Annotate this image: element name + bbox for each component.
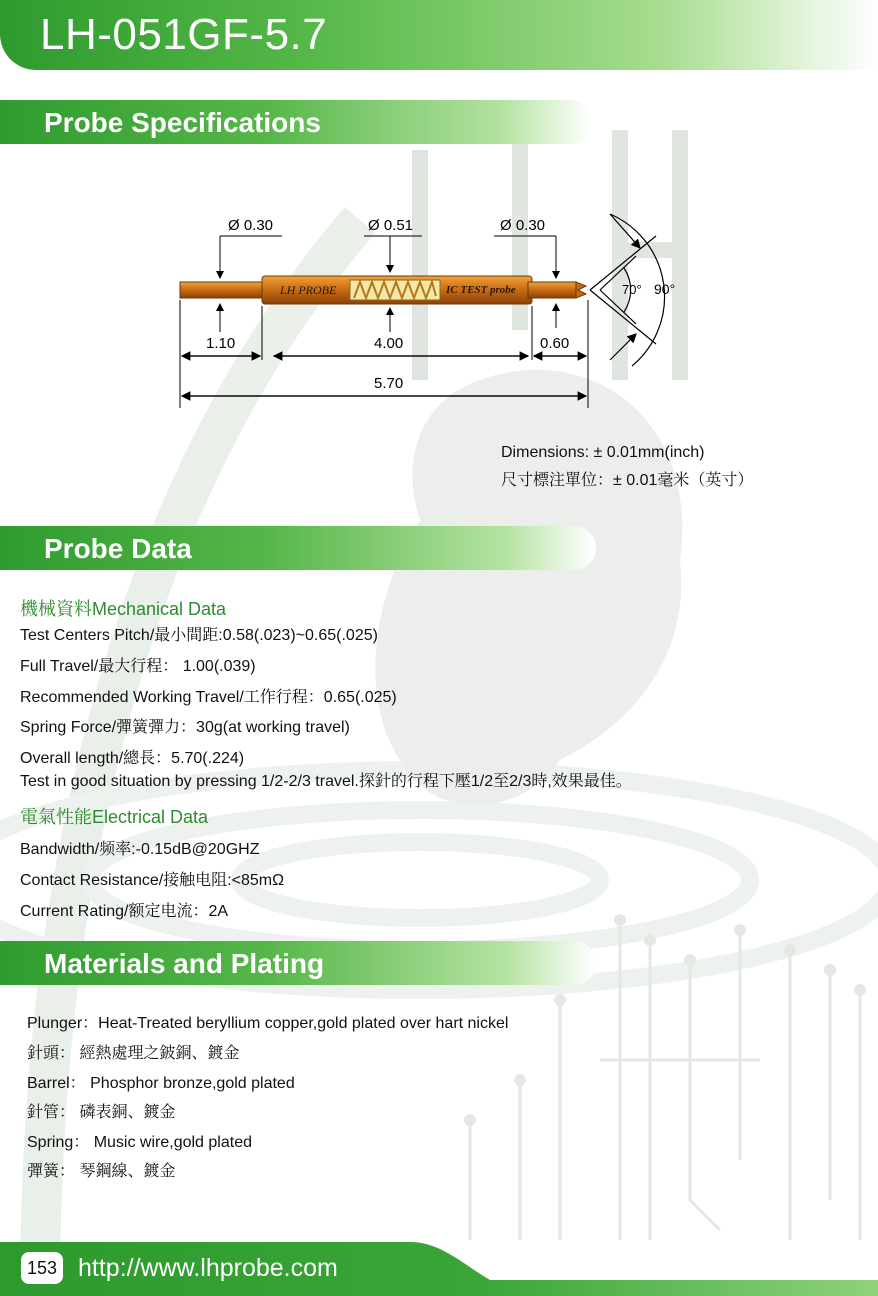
barrel-label-left: LH PROBE	[280, 283, 337, 297]
dimensions-note-zh: 尺寸標注單位：± 0.01毫米（英寸）	[501, 472, 754, 489]
section-materials-and-plating	[0, 941, 596, 985]
website-link[interactable]: http://www.lhprobe.com	[78, 1254, 338, 1282]
material-line: Spring： Music wire,gold plated	[27, 1134, 252, 1151]
page-title: LH-051GF-5.7	[40, 10, 328, 59]
material-line: Barrel： Phosphor bronze,gold plated	[27, 1075, 295, 1092]
title-bar	[0, 0, 878, 70]
material-line: Plunger：Heat-Treated beryllium copper,gold plated over hart nickel	[27, 1015, 509, 1032]
mechanical-line: Test Centers Pitch/最小間距:0.58(.023)~0.65(.025)	[20, 627, 378, 644]
mechanical-heading: 機械資料Mechanical Data	[20, 599, 227, 619]
page-number: 153	[21, 1252, 63, 1284]
section-probe-data	[0, 526, 596, 570]
electrical-line: Bandwidth/频率:-0.15dB@20GHZ	[20, 841, 260, 858]
section-probe-specifications	[0, 100, 592, 144]
electrical-heading: 電氣性能Electrical Data	[20, 807, 209, 827]
probe-diagram	[170, 200, 700, 420]
section-title: Probe Data	[44, 533, 192, 564]
total-length-label: 5.70	[374, 375, 404, 392]
diameter-label: Ø 0.30	[228, 217, 274, 234]
material-line: 彈簧： 琴鋼線、鍍金	[27, 1163, 176, 1180]
dimensions-note-en: Dimensions: ± 0.01mm(inch)	[501, 444, 705, 461]
mechanical-line: Test in good situation by pressing 1/2-2/3 travel.探針的行程下壓1/2至2/3時,效果最佳。	[20, 773, 632, 790]
angle-label: 90°	[654, 281, 676, 297]
diameter-label: Ø 0.51	[368, 217, 414, 234]
length-label: 4.00	[374, 335, 404, 352]
length-label: 0.60	[540, 335, 570, 352]
material-line: 針頭： 經熱處理之鈹銅、鍍金	[27, 1045, 240, 1062]
mechanical-line: Recommended Working Travel/工作行程：0.65(.025)	[20, 689, 397, 706]
diameter-label: Ø 0.30	[500, 217, 546, 234]
angle-label: 70°	[622, 282, 642, 297]
section-title: Probe Specifications	[44, 107, 321, 138]
electrical-line: Contact Resistance/接触电阻:<85mΩ	[20, 872, 285, 889]
barrel-label-right: IC TEST probe	[446, 284, 516, 296]
mechanical-line: Full Travel/最大行程： 1.00(.039)	[20, 658, 256, 675]
section-title: Materials and Plating	[44, 948, 325, 979]
length-label: 1.10	[206, 335, 236, 352]
mechanical-line: Overall length/總長：5.70(.224)	[20, 750, 245, 767]
material-line: 針管： 磷表銅、鍍金	[27, 1104, 176, 1121]
electrical-line: Current Rating/额定电流：2A	[20, 903, 229, 920]
mechanical-line: Spring Force/彈簧彈力：30g(at working travel)	[20, 719, 350, 736]
